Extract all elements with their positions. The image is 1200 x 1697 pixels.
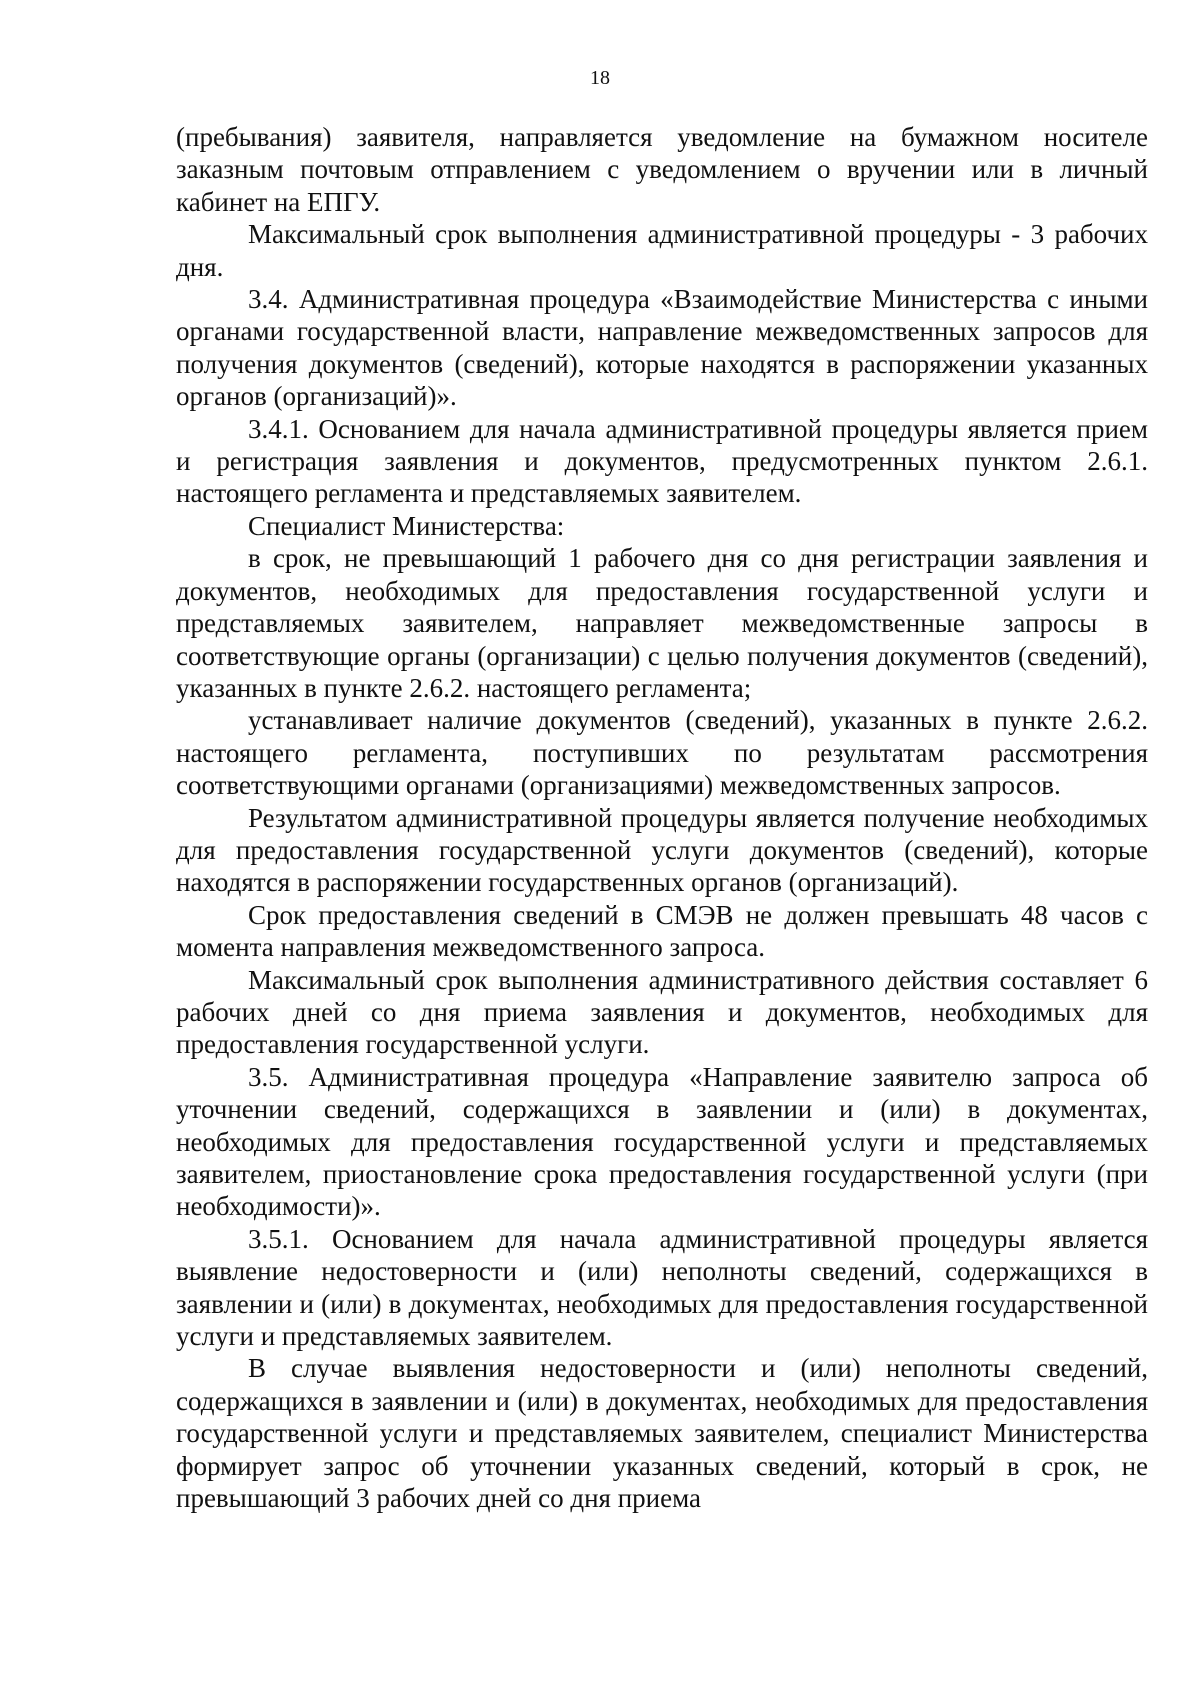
- paragraph-continuation: (пребывания) заявителя, направляется уведомление на бумажном носителе заказным почтовым отправлением с уведомлением о вручении или в личный кабинет на ЕПГУ.: [176, 122, 1148, 217]
- page-number: 18: [590, 67, 610, 89]
- paragraph-max-term-3-days: Максимальный срок выполнения административной процедуры - 3 рабочих дня.: [176, 219, 1148, 282]
- paragraph-section-3-5: 3.5. Административная процедура «Направление заявителю запроса об уточнении сведений, содержащихся в заявлении и (или) в документах, необходимых для предоставления государственной услуги и представляемых заявителем, приостановление срока предоставления государственной услуги (при необходимости)».: [176, 1061, 1148, 1222]
- document-body: [176, 121, 1148, 1514]
- paragraph-smev-term: Срок предоставления сведений в СМЭВ не должен превышать 48 часов с момента направления межведомственного запроса.: [176, 899, 1148, 963]
- paragraph-send-requests: в срок, не превышающий 1 рабочего дня со дня регистрации заявления и документов, необходимых для предоставления государственной услуги и представляемых заявителем, направляет межведомственные запросы в соответствующие органы (организации) с целью получения документов (сведений), указанных в пункте 2.6.2. настоящего регламента;: [176, 543, 1148, 703]
- paragraph-case-of-detection: В случае выявления недостоверности и (или) неполноты сведений, содержащихся в заявлении и (или) в документах, необходимых для предоставления государственной услуги и представляемых заявителем, специалист Министерства формирует запрос об уточнении указанных сведений, который в срок, не превышающий 3 рабочих дней со дня приема: [176, 1353, 1148, 1514]
- paragraph-section-3-4-1: 3.4.1. Основанием для начала административной процедуры является прием и регистрация заявления и документов, предусмотренных пунктом 2.6.1. настоящего регламента и представляемых заявителем.: [176, 413, 1148, 509]
- paragraph-max-term-6-days: Максимальный срок выполнения административного действия составляет 6 рабочих дней со дня приема заявления и документов, необходимых для предоставления государственной услуги.: [176, 964, 1148, 1060]
- paragraph-section-3-4: 3.4. Административная процедура «Взаимодействие Министерства с иными органами государственной власти, направление межведомственных запросов для получения документов (сведений), которые находятся в распоряжении указанных органов (организаций)».: [176, 284, 1148, 412]
- paragraph-section-3-5-1: 3.5.1. Основанием для начала административной процедуры является выявление недостоверности и (или) неполноты сведений, содержащихся в заявлении и (или) в документах, необходимых для предоставления государственной услуги и представляемых заявителем.: [176, 1223, 1148, 1352]
- paragraph-specialist: Специалист Министерства:: [248, 510, 565, 541]
- paragraph-result: Результатом административной процедуры является получение необходимых для предоставления государственной услуги документов (сведений), которые находятся в распоряжении государственных органов (организаций).: [176, 802, 1148, 898]
- paragraph-establish-documents: устанавливает наличие документов (сведений), указанных в пункте 2.6.2. настоящего регламента, поступивших по результатам рассмотрения соответствующими органами (организациями) межведомственных запросов.: [176, 705, 1148, 801]
